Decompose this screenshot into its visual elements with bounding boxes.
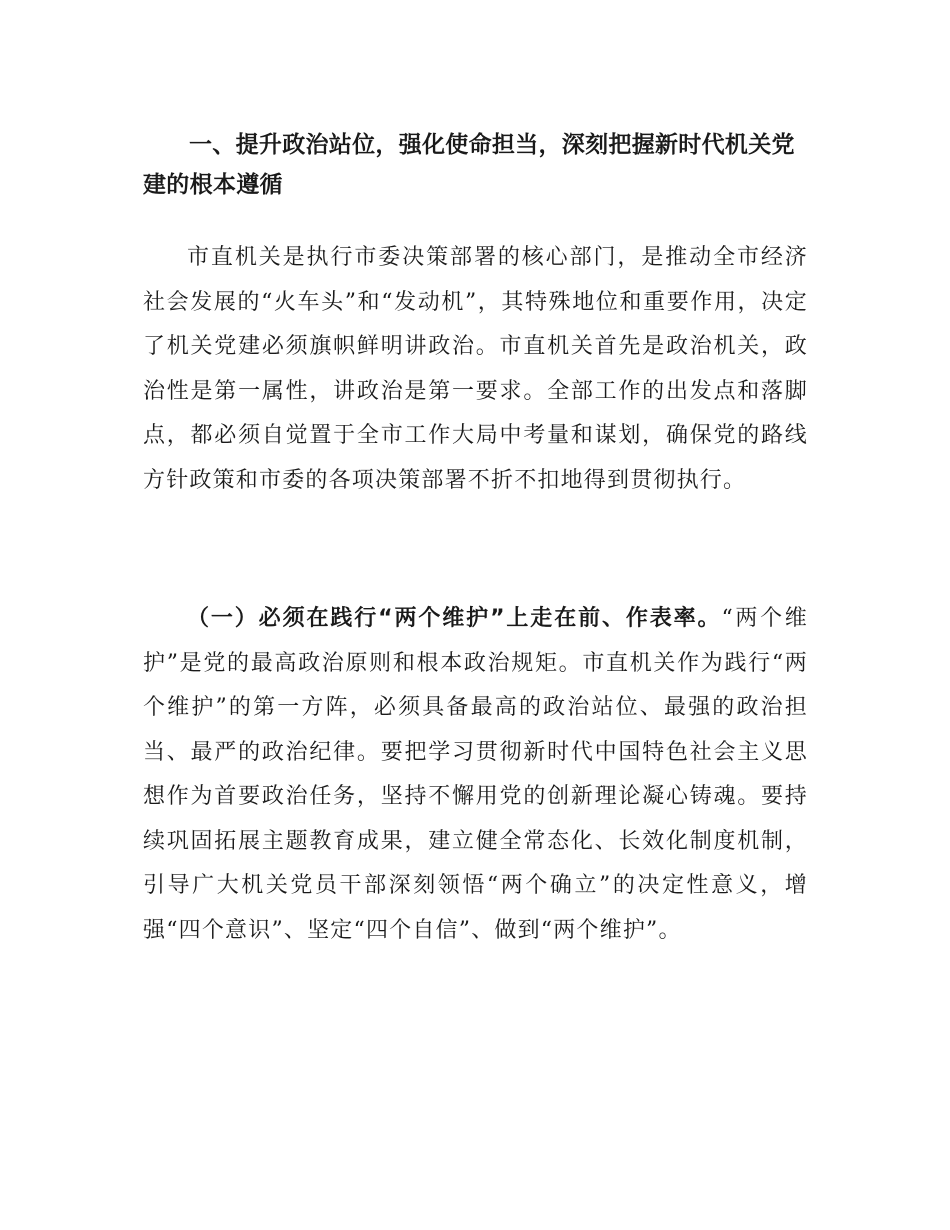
paragraph-intro: 市直机关是执行市委决策部署的核心部门，是推动全市经济社会发展的“火车头”和“发动机”，其特殊地位和重要作用，决定了机关党建必须旗帜鲜明讲政治。市直机关首先是政治机关，政治性是第一属性，讲政治是第一要求。全部工作的出发点和落脚点，都必须自觉置于全市工作大局中考量和谋划，确保党的路线方针政策和市委的各项决策部署不折不扣地得到贯彻执行。 — [143, 245, 808, 493]
subsection-body: “两个维护”是党的最高政治原则和根本政治规矩。市直机关作为践行“两个维护”的第一方阵，必须具备最高的政治站位、最强的政治担当、最严的政治纪律。要把学习贯彻新时代中国特色社会主义思想作为首要政治任务，坚持不懈用党的创新理论凝心铸魂。要持续巩固拓展主题教育成果，建立健全常态化、长效化制度机制，引导广大机关党员干部深刻领悟“两个确立”的决定性意义，增强“四个意识”、坚定“四个自信”、做到“两个维护”。 — [143, 606, 808, 943]
paragraph-two-safeguards — [143, 597, 808, 953]
subsection-heading: （一）必须在践行“两个维护”上走在前、作表率。 — [187, 606, 722, 631]
section-heading: 一、提升政治站位，强化使命担当，深刻把握新时代机关党建的根本遵循 — [143, 132, 795, 198]
